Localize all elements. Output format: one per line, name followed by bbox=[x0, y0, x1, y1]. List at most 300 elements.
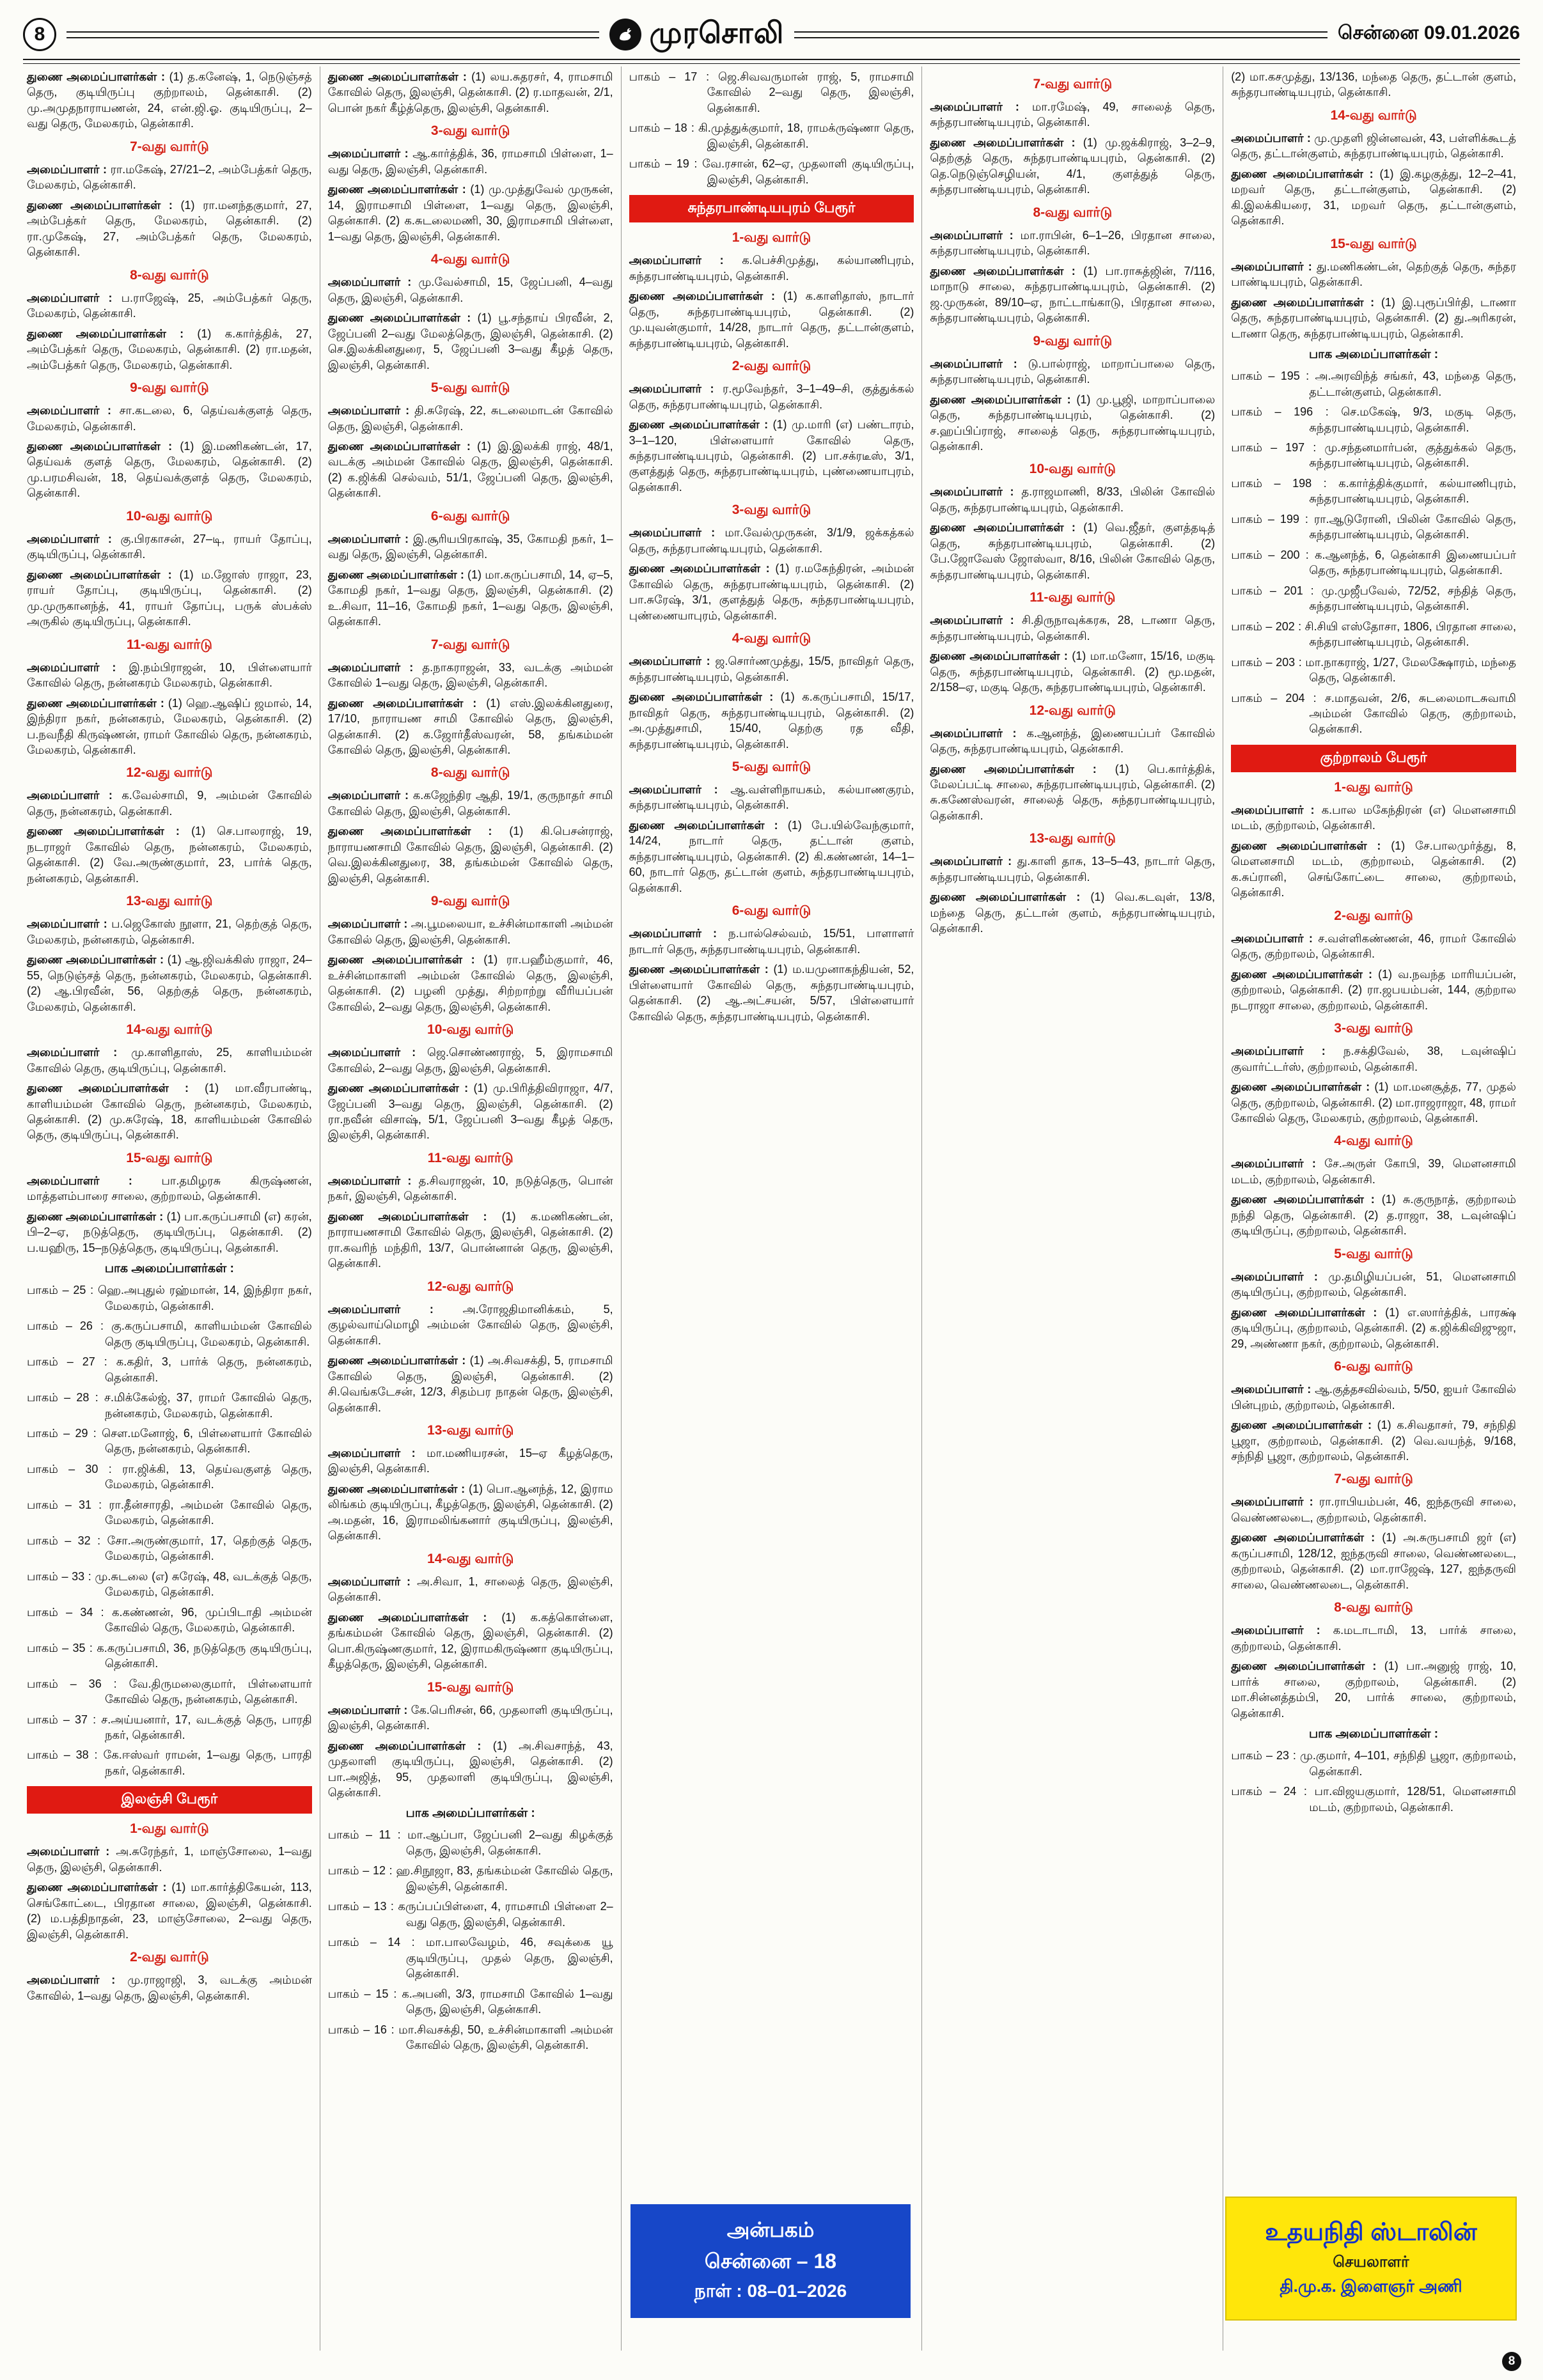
ward-heading: 6-வது வார்டு bbox=[1334, 1359, 1413, 1374]
entry-paragraph: துணை அமைப்பாளர்கள் : (1) மு.மாரி (எ) பண்டாரம், 3–1–120, பிள்ளையார் கோவில் தெரு, சுந்தரபாண்டியபுரம், தென்காசி. (2) பா.சக்ரடீஸ், 3/1, குளத்துத் தெரு, சுந்தரபாண்டியபுரம், புண்ணையாபுரம், தென்காசி. bbox=[629, 418, 914, 494]
ward-heading: 9-வது வார்டு bbox=[430, 894, 510, 909]
header-rule-right bbox=[794, 31, 1327, 38]
entry-paragraph: அமைப்பாளர் : க.ஆனந்த், இணையப்பர் கோவில் தெரு, சுந்தரபாண்டியபுரம், தென்காசி. bbox=[930, 726, 1216, 756]
entry-lead-label: துணை அமைப்பாளர்கள் : bbox=[930, 136, 1083, 149]
part-organisers-heading: பாக அமைப்பாளர்கள் : bbox=[1309, 1727, 1439, 1741]
ward-heading: 8-வது வார்டு bbox=[1334, 1600, 1413, 1615]
ward-heading: 7-வது வார்டு bbox=[430, 637, 510, 652]
entry-paragraph: துணை அமைப்பாளர்கள் : (1) மு.ஜக்கிராஜ், 3–2–9, தெற்குத் தெரு, சுந்தரபாண்டியபுரம், தென்காசி. (2) தெ.நெடுஞ்செழியன், 4/1, குளத்துத் தெரு, சுந்தரபாண்டியபுரம், தென்காசி. bbox=[930, 136, 1216, 196]
ward-heading: 8-வது வார்டு bbox=[430, 765, 510, 781]
part-label: பாகம் – 27 bbox=[27, 1355, 95, 1369]
entry-paragraph: அமைப்பாளர் : மு.ராஜாஜி, 3, வடக்கு அம்மன் கோவில், 1–வது தெரு, இலஞ்சி, தென்காசி. bbox=[27, 1973, 312, 2002]
entry-lead-label: அமைப்பாளர் : bbox=[27, 532, 121, 545]
entry-paragraph: துணை அமைப்பாளர்கள் : (1) மு.முத்துவேல் முருகன், 14, இராமசாமி பிள்ளை, 1–வது தெரு, இலஞ்சி, தென்காசி. (2) க.சுடலைமணி, 30, இராமசாமி பிள்ளை, 1–வது தெரு, இலஞ்சி, தென்காசி. bbox=[327, 183, 613, 243]
anbagam-line-3: நாள் : 08–01–2026 bbox=[694, 2281, 847, 2301]
ward-heading: 4-வது வார்டு bbox=[430, 252, 510, 267]
entry-paragraph: அமைப்பாளர் : ஆ.வள்ளிநாயகம், கல்யாணகுரம், சுந்தரபாண்டியபுரம், தென்காசி. bbox=[629, 783, 914, 812]
part-label: பாகம் – 13 bbox=[327, 1900, 387, 1913]
entry-lead-label: அமைப்பாளர் : bbox=[629, 655, 716, 668]
entry-lead-label: அமைப்பாளர் : bbox=[327, 917, 411, 931]
ward-heading: 9-வது வார்டு bbox=[130, 380, 209, 396]
part-label: பாகம் – 25 bbox=[27, 1284, 86, 1297]
entry-paragraph: துணை அமைப்பாளர்கள் : (1) எ.ஸார்த்திக், பாரக்ஷ் குடியிருப்பு, குற்றாலம், தென்காசி. (2) க.ஜிக்கிவிஜுஜா, 29, அண்ணா நகர், குற்றாலம், தென்காசி. bbox=[1231, 1305, 1516, 1350]
part-label: பாகம் – 38 bbox=[27, 1748, 89, 1762]
entry-paragraph: துணை அமைப்பாளர்கள் : (1) இ.புரூப்பிர்தி, டாணா தெரு, சுந்தரபாண்டியபுரம், தென்காசி. (2) து.அரிகரன், டாணா தெரு, சுந்தரபாண்டியபுரம், தென்காசி. bbox=[1231, 295, 1516, 340]
part-entry: பாகம் – 200 : க.ஆனந்த், 6, தென்காசி இணையப்பர் தெரு, சுந்தரபாண்டியபுரம், தென்காசி. bbox=[1231, 548, 1516, 577]
entry-paragraph: துணை அமைப்பாளர்கள் : (1) க.மணிகண்டன், நாராயணசாமி கோவில் தெரு, இலஞ்சி, தென்காசி. (2) ரா.சுவரிந் மந்திரி, 13/7, பொன்னான் தெரு, இலஞ்சி, தென்காசி. bbox=[327, 1209, 613, 1270]
entry-paragraph: துணை அமைப்பாளர்கள் : (1) வெ.ஜீதர், குளத்தடித் தெரு, சுந்தரபாண்டியபுரம், தென்காசி. (2) பே.ஜோவேஸ் ஜோஸ்வா, 8/16, பிலின் கோவில் தெரு, சுந்தரபாண்டியபுரம், தென்காசி. bbox=[930, 521, 1216, 581]
entry-lead-label: அமைப்பாளர் : bbox=[629, 783, 731, 796]
entry-paragraph: துணை அமைப்பாளர்கள் : (1) த.கனேஷ், 1, நெடுஞ்சத் தெரு, குடியிருப்பு குற்றாலம், தென்காசி. (2) மு.அமுதநாராயணன், 24, என்.ஜி.ஓ. குடியிருப்பு, 2–வது தெரு, மேலகரம், தென்காசி. bbox=[27, 70, 312, 130]
part-entry: பாகம் – 30 : ரா.ஜிக்கி, 13, தெய்வகுளத் தெரு, மேலகரம், தென்காசி. bbox=[27, 1462, 312, 1491]
footer-page-badge: 8 bbox=[1502, 2352, 1521, 2371]
edition-dateline bbox=[1338, 22, 1520, 47]
ward-heading: 15-வது வார்டு bbox=[126, 1150, 213, 1165]
part-entry: பாகம் – 17 : ஜெ.சிவவருமான் ராஜ், 5, ராமசாமி கோவில் 2–வது தெரு, இலஞ்சி, தென்காசி. bbox=[629, 70, 914, 114]
part-label: பாகம் – 200 bbox=[1231, 548, 1300, 561]
entry-paragraph: அமைப்பாளர் : ஜெ.சொண்ணராஜ், 5, இராமசாமி கோவில், 2–வது தெரு, இலஞ்சி, தென்காசி. bbox=[327, 1046, 613, 1075]
entry-paragraph: அமைப்பாளர் : மு.முதளி ஜின்னவன், 43, பள்ளிக்கூடத் தெரு, தட்டான்குளம், சுந்தரபாண்டியபுரம், தென்காசி. bbox=[1231, 131, 1516, 160]
entry-lead-label: துணை அமைப்பாளர்கள் : bbox=[1231, 1531, 1382, 1544]
entry-lead-label: துணை அமைப்பாளர்கள் : bbox=[930, 264, 1084, 277]
entry-lead-label: அமைப்பாளர் : bbox=[327, 1703, 411, 1716]
entry-paragraph: அமைப்பாளர் : டு.பால்ராஜ், மாறாப்பாலை தெரு, சுந்தரபாண்டியபுரம், தென்காசி. bbox=[930, 357, 1216, 386]
part-label: பாகம் – 36 bbox=[27, 1677, 102, 1690]
entry-paragraph: அமைப்பாளர் : ப.ஜெகோஸ் நூளா, 21, தெற்குத் தெரு, மேலகரம், நன்னகரம், தென்காசி. bbox=[27, 917, 312, 946]
entry-paragraph: அமைப்பாளர் : அ.பூமலையா, உச்சின்மாகாளி அம்மன் கோவில் தெரு, இலஞ்சி, தென்காசி. bbox=[327, 917, 613, 946]
news-column bbox=[921, 66, 1223, 2351]
entry-paragraph: அமைப்பாளர் : மு.காளிதாஸ், 25, காளியம்மன் கோவில் தெரு, குடியிருப்பு, தென்காசி. bbox=[27, 1046, 312, 1075]
news-body bbox=[19, 66, 1524, 2351]
ward-heading: 10-வது வார்டு bbox=[1029, 462, 1116, 477]
ward-heading: 9-வது வார்டு bbox=[1033, 333, 1113, 348]
entry-paragraph: துணை அமைப்பாளர்கள் : (1) பூ.சந்தாய் பிரவீன், 2, ஜேப்பனி 2–வது மேலத்தெரு, இலஞ்சி, தென்காசி. (2) செ.இலக்கினதுரை, 5, ஜேப்பனி 3–வது கீழத் தெரு, இலஞ்சி, தென்காசி. bbox=[327, 311, 613, 371]
entry-paragraph: அமைப்பாளர் : த.ராஜமாணி, 8/33, பிலின் கோவில் தெரு, சுந்தரபாண்டியபுரம், தென்காசி. bbox=[930, 485, 1216, 514]
part-entry: பாகம் – 19 : வே.ரசான், 62–ஏ, முதலாளி குடியிருப்பு, இலஞ்சி, தென்காசி. bbox=[629, 157, 914, 186]
ward-heading: 8-வது வார்டு bbox=[130, 267, 209, 283]
ward-heading: 4-வது வார்டு bbox=[1334, 1133, 1413, 1149]
entry-paragraph: அமைப்பாளர் : ரா.மகேஷ், 27/21–2, அம்பேத்கர் தெரு, மேலகரம், தென்காசி. bbox=[27, 162, 312, 192]
part-label: பாகம் – 202 bbox=[1231, 619, 1295, 633]
entry-paragraph: துணை அமைப்பாளர்கள் : (1) வெ.கடவுள், 13/8, மந்தை தெரு, தட்டான் குளம், சுந்தரபாண்டியபுரம், தென்காசி. bbox=[930, 891, 1216, 935]
ward-heading: 4-வது வார்டு bbox=[732, 631, 811, 646]
entry-lead-label: துணை அமைப்பாளர்கள் : bbox=[629, 690, 781, 704]
part-organisers-heading: பாக அமைப்பாளர்கள் : bbox=[1309, 348, 1439, 362]
entry-lead-label: துணை அமைப்பாளர்கள் : bbox=[327, 1209, 502, 1223]
entry-lead-label: துணை அமைப்பாளர்கள் : bbox=[930, 521, 1084, 534]
entry-lead-label: துணை அமைப்பாளர்கள் : bbox=[27, 439, 180, 453]
ward-heading: 2-வது வார்டு bbox=[1334, 908, 1413, 923]
entry-paragraph: துணை அமைப்பாளர்கள் : (1) மா.வீரபாண்டி, காளியம்மன் கோவில் தெரு, நன்னகரம், மேலகரம், தென்காசி. (2) மு.சுரேஷ், 18, காளியம்மன் கோவில் தெரு, குடியிருப்பு, தென்காசி. bbox=[27, 1082, 312, 1142]
entry-paragraph: துணை அமைப்பாளர்கள் : (1) மா.மனோ, 15/16, மகுடி தெரு, சுந்தரபாண்டியபுரம், தென்காசி. (2) மூ.மதன், 2/158–ஏ, மகுடி தெரு, சுந்தரபாண்டியபுரம், தென்காசி. bbox=[930, 649, 1216, 694]
entry-paragraph: துணை அமைப்பாளர்கள் : (1) பா.கருப்பசாமி (எ) கரன், பி–2–ஏ, நடுத்தெரு, குடியிருப்பு, தென்காசி. (2) ப.யஹிரு, 15–நடுத்தெரு, குடியிருப்பு, தென்காசி. bbox=[27, 1209, 312, 1254]
entry-paragraph: துணை அமைப்பாளர்கள் : (1) இ.இலக்கி ராஜ், 48/1, வடக்கு அம்மன் கோவில் தெரு, இலஞ்சி, தென்காசி. (2) க.ஜிக்கி செல்வம், 51/1, ஜேப்பனி தெரு, இலஞ்சி, தென்காசி. bbox=[327, 439, 613, 500]
part-label: பாகம் – 28 bbox=[27, 1391, 90, 1404]
entry-paragraph: துணை அமைப்பாளர்கள் : (1) ஹெ.ஆஷிப் ஜமால், 14, இந்திரா நகர், நன்னகரம், மேலகரம், தென்காசி. (2) ப.நவநீதி கிருஷ்ணன், ராமர் கோவில் தெரு, நன்னகரம், மேலகரம், தென்காசி. bbox=[27, 696, 312, 756]
entry-paragraph: அமைப்பாளர் : மா.ராபின், 6–1–26, பிரதான சாலை, சுந்தரபாண்டியபுரம், தென்காசி. bbox=[930, 228, 1216, 258]
entry-lead-label: அமைப்பாளர் : bbox=[327, 147, 413, 160]
entry-lead-label: துணை அமைப்பாளர்கள் : bbox=[327, 568, 468, 581]
news-column bbox=[1223, 66, 1524, 2351]
ward-heading: 15-வது வார்டு bbox=[1330, 236, 1417, 251]
part-entry: பாகம் – 195 : அ.அரவிந்த் சங்கர், 43, மந்தை தெரு, தட்டான்குளம், தென்காசி. bbox=[1231, 369, 1516, 398]
entry-lead-label: துணை அமைப்பாளர்கள் : bbox=[327, 1739, 493, 1752]
part-label: பாகம் – 18 bbox=[629, 121, 687, 135]
entry-paragraph: அமைப்பாளர் : ச.வள்ளிகண்ணன், 46, ராமர் கோவில் தெரு, குற்றாலம், தென்காசி. bbox=[1231, 931, 1516, 961]
entry-lead-label: அமைப்பாளர் : bbox=[327, 660, 423, 674]
ward-heading: 13-வது வார்டு bbox=[1029, 831, 1116, 846]
part-entry: பாகம் – 35 : க.கருப்பசாமி, 36, நடுத்தெரு குடியிருப்பு, தென்காசி. bbox=[27, 1641, 312, 1670]
entry-paragraph: அமைப்பாளர் : க.மடாடாமி, 13, பார்க் சாலை, குற்றாலம், தென்காசி. bbox=[1231, 1624, 1516, 1653]
entry-paragraph: துணை அமைப்பாளர்கள் : (1) மா.கார்த்திகேயன், 113, செங்கோட்டை, பிரதான சாலை, இலஞ்சி, தென்காசி. (2) ம.பத்திநாதன், 23, மாஞ்சோலை, 2–வது தெரு, இலஞ்சி, தென்காசி. bbox=[27, 1881, 312, 1941]
entry-paragraph: துணை அமைப்பாளர்கள் : (1) ம.யமுனாகந்தியன், 52, பிள்ளையார் கோவில் தெரு, சுந்தரபாண்டியபுரம், தென்காசி. (2) ஆ.அட்சயன், 5/57, பிள்ளையார் கோவில் தெரு, சுந்தரபாண்டியபுரம், தென்காசி. bbox=[629, 963, 914, 1023]
entry-lead-label: அமைப்பாளர் : bbox=[1231, 1045, 1343, 1058]
part-entry: பாகம் – 33 : மு.சுடலை (எ) சுரேஷ், 48, வடக்குத் தெரு, மேலகரம், தென்காசி. bbox=[27, 1569, 312, 1599]
ward-heading: 1-வது வார்டு bbox=[1334, 779, 1413, 795]
entry-lead-label: அமைப்பாளர் : bbox=[327, 1575, 417, 1588]
entry-lead-label: துணை அமைப்பாளர்கள் : bbox=[327, 696, 487, 710]
entry-paragraph: துணை அமைப்பாளர்கள் : (1) லய.சுதரசர், 4, ராமசாமி கோவில் தெரு, இலஞ்சி, தென்காசி. (2) ர.மாதவன், 2/1, பொன் நகர் கீழ்த்தெரு, இலஞ்சி, தென்காசி. bbox=[327, 70, 613, 114]
entry-lead-label: துணை அமைப்பாளர்கள் : bbox=[1231, 1080, 1375, 1094]
part-entry: பாகம் – 29 : சௌ.மனோஜ், 6, பிள்ளையார் கோவில் தெரு, நன்னகரம், தென்காசி. bbox=[27, 1427, 312, 1456]
entry-lead-label: அமைப்பாளர் : bbox=[27, 291, 121, 304]
ward-heading: 5-வது வார்டு bbox=[732, 759, 811, 774]
entry-paragraph: துணை அமைப்பாளர்கள் : (1) பா.அனுஜ் ராஜ், 10, பார்க் சாலை, குற்றாலம், தென்காசி. (2) மா.சின்னத்தம்பி, 20, பார்க் சாலை, குற்றாலம், தென்காசி. bbox=[1231, 1660, 1516, 1720]
part-entry: பாகம் – 37 : ச.அய்யனார், 17, வடக்குத் தெரு, பாரதி நகர், தென்காசி. bbox=[27, 1713, 312, 1741]
entry-lead-label: அமைப்பாளர் : bbox=[327, 1447, 427, 1459]
part-label: பாகம் – 31 bbox=[27, 1498, 92, 1511]
part-entry: பாகம் – 26 : கு.கருப்பசாமி, காளியம்மன் கோவில் தெரு குடியிருப்பு, மேலகரம், தென்காசி. bbox=[27, 1319, 312, 1348]
entry-lead-label: அமைப்பாளர் : bbox=[27, 789, 122, 802]
part-label: பாகம் – 197 bbox=[1231, 440, 1305, 454]
part-entry: பாகம் – 32 : சோ.அருண்குமார், 17, தெற்குத் தெரு, மேலகரம், தென்காசி. bbox=[27, 1534, 312, 1563]
part-entry: பாகம் – 24 : பா.விஜயகுமார், 128/51, மௌனசாமி மடம், குற்றாலம், தென்காசி. bbox=[1231, 1785, 1516, 1814]
entry-paragraph: அமைப்பாளர் : சே.அருள் கோபி, 39, மௌனசாமி மடம், குற்றாலம், தென்காசி. bbox=[1231, 1157, 1516, 1186]
entry-paragraph: அமைப்பாளர் : சி.திருநாவுக்கரசு, 28, டாணா தெரு, சுந்தரபாண்டியபுரம், தென்காசி. bbox=[930, 614, 1216, 642]
part-entry: பாகம் – 18 : கி.முத்துக்குமார், 18, ராமக்ருஷ்ணா தெரு, இலஞ்சி, தென்காசி. bbox=[629, 121, 914, 150]
entry-paragraph: அமைப்பாளர் : சா.கடலை, 6, தெய்வக்குளத் தெரு, மேலகரம், தென்காசி. bbox=[27, 404, 312, 433]
entry-paragraph: துணை அமைப்பாளர்கள் : (1) அ.சிவசாந்த், 43, முதலாளி குடியிருப்பு, இலஞ்சி, தென்காசி. (2) பா.அஜித், 95, முதலாளி குடியிருப்பு, இலஞ்சி, தென்காசி. bbox=[327, 1739, 613, 1799]
entry-paragraph: துணை அமைப்பாளர்கள் : (1) பெ.கார்த்திக், மேலப்பட்டி சாலை, சுந்தரபாண்டியபுரம், தென்காசி. (2) சு.கணேஸ்வரன், சாலைத் தெரு, சுந்தரபாண்டியபுரம், தென்காசி. bbox=[930, 762, 1216, 822]
entry-lead-label: அமைப்பாளர் : bbox=[629, 526, 725, 540]
entry-lead-label: அமைப்பாளர் : bbox=[1231, 1270, 1329, 1283]
part-entry: பாகம் – 16 : மா.சிவசக்தி, 50, உச்சின்மாகாளி அம்மன் கோவில் தெரு, இலஞ்சி, தென்காசி. bbox=[327, 2023, 613, 2052]
ward-heading: 6-வது வார்டு bbox=[732, 903, 811, 919]
entry-paragraph: அமைப்பாளர் : க.பால மகேந்திரன் (எ) மௌனசாமி மடம், குற்றாலம், தென்காசி. bbox=[1231, 803, 1516, 832]
entry-paragraph: துணை அமைப்பாளர்கள் : (1) மா.கருப்பசாமி, 14, ஏ–5, கோமதி நகர், 1–வது தெரு, இலஞ்சி, தென்காசி. (2) உ.சிவா, 11–16, கோமதி நகர், 1–வது தெரு, இலஞ்சி, தென்காசி. bbox=[327, 568, 613, 628]
entry-lead-label: அமைப்பாளர் : bbox=[327, 1174, 419, 1187]
entry-lead-label: அமைப்பாளர் : bbox=[1231, 1624, 1333, 1637]
entry-paragraph: அமைப்பாளர் : பா.தமிழரசு கிருஷ்ணன், மாத்தளம்பாரை சாலை, குற்றாலம், தென்காசி. bbox=[27, 1174, 312, 1203]
entry-lead-label: துணை அமைப்பாளர்கள் : bbox=[27, 1209, 167, 1223]
part-entry: பாகம் – 196 : செ.மகேஷ், 9/3, மகுடி தெரு, சுந்தரபாண்டியபுரம், தென்காசி. bbox=[1231, 405, 1516, 434]
entry-lead-label: துணை அமைப்பாளர்கள் : bbox=[1231, 1305, 1386, 1319]
part-label: பாகம் – 15 bbox=[327, 1987, 389, 2000]
entry-lead-label: துணை அமைப்பாளர்கள் : bbox=[1231, 967, 1379, 981]
ward-heading: 5-வது வார்டு bbox=[430, 380, 510, 396]
part-entry: பாகம் – 23 : மு.குமார், 4–101, சந்நிதி பூஜா, குற்றாலம், தென்காசி. bbox=[1231, 1749, 1516, 1778]
part-entry: பாகம் – 204 : ச.மாதவன், 2/6, சுடலைமாடசுவாமி அம்மன் கோவில் தெரு, குற்றாலம், தென்காசி. bbox=[1231, 691, 1516, 736]
part-label: பாகம் – 17 bbox=[629, 70, 698, 83]
entry-lead-label: அமைப்பாளர் : bbox=[27, 404, 120, 417]
entry-lead-label: அமைப்பாளர் : bbox=[327, 1302, 463, 1316]
entry-lead-label: அமைப்பாளர் : bbox=[930, 485, 1022, 499]
leader-name: உதயநிதி ஸ்டாலின் bbox=[1265, 2219, 1477, 2246]
ward-heading: 6-வது வார்டு bbox=[430, 508, 510, 524]
entry-lead-label: துணை அமைப்பாளர்கள் : bbox=[1231, 295, 1381, 309]
entry-lead-label: அமைப்பாளர் : bbox=[327, 404, 415, 417]
entry-lead-label: அமைப்பாளர் : bbox=[27, 162, 111, 176]
entry-lead-label: துணை அமைப்பாளர்கள் : bbox=[327, 953, 484, 967]
section-banner: இலஞ்சி பேரூர் bbox=[27, 1786, 312, 1814]
part-label: பாகம் – 204 bbox=[1231, 691, 1305, 704]
part-entry: பாகம் – 28 : ச.மிக்கேல்ஜ், 37, ராமர் கோவில் தெரு, நன்னகரம், மேலகரம், தென்காசி. bbox=[27, 1391, 312, 1420]
part-entry: பாகம் – 197 : மு.சந்தனமார்பன், குத்துக்கல் தெரு, சுந்தரபாண்டியபுரம், தென்காசி. bbox=[1231, 440, 1516, 470]
entry-paragraph: துணை அமைப்பாளர்கள் : (1) எஸ்.இலக்கினதுரை, 17/10, நாராயண சாமி கோவில் தெரு, இலஞ்சி, தென்காசி. (2) க.ஜோர்தீஸ்வரன், 58, தங்கம்மன் கோவில் தெரு, இலஞ்சி, தென்காசி. bbox=[327, 696, 613, 756]
entry-lead-label: அமைப்பாளர் : bbox=[1231, 1157, 1325, 1171]
ward-heading: 11-வது வார்டு bbox=[427, 1150, 513, 1165]
entry-paragraph: துணை அமைப்பாளர்கள் : (1) அ.சிவசக்தி, 5, ராமசாமி கோவில் தெரு, இலஞ்சி, தென்காசி. (2) சி.வெங்கடேசன், 12/3, சிதம்பர நாதன் தெரு, இலஞ்சி, தென்காசி. bbox=[327, 1354, 613, 1414]
entry-paragraph: அமைப்பாளர் : க.பெச்சிமுத்து, கல்யாணிபுரம், சுந்தரபாண்டியபுரம், தென்காசி. bbox=[629, 254, 914, 283]
entry-lead-label: துணை அமைப்பாளர்கள் : bbox=[930, 649, 1072, 663]
entry-paragraph: துணை அமைப்பாளர்கள் : (1) அ.சுருபசாமி ஜர் (எ) கருப்பசாமி, 128/12, ஐந்தருவி சாலை, வெண்ணலடை, குற்றாலம், தென்காசி. (2) மா.ராஜேஷ், 127, ஐந்தருவி சாலை, வெண்ணலடை, தென்காசி. bbox=[1231, 1531, 1516, 1591]
part-entry: பாகம் – 31 : ரா.தீன்சாரதி, அம்மன் கோவில் தெரு, மேலகரம், தென்காசி. bbox=[27, 1498, 312, 1527]
ward-heading: 3-வது வார்டு bbox=[1334, 1021, 1413, 1036]
entry-lead-label: அமைப்பாளர் : bbox=[27, 1174, 162, 1187]
entry-paragraph: அமைப்பாளர் : ஆ.குத்தசவில்வம், 5/50, ஐயர் கோவில் பின்புறம், குற்றாலம், தென்காசி. bbox=[1231, 1383, 1516, 1412]
entry-lead-label: துணை அமைப்பாளர்கள் : bbox=[1231, 1660, 1384, 1673]
entry-lead-label: அமைப்பாளர் : bbox=[930, 614, 1022, 627]
part-label: பாகம் – 198 bbox=[1231, 476, 1312, 490]
entry-paragraph: அமைப்பாளர் : அ.ரோஜதிமானிக்கம், 5, குழல்வாய்மொழி அம்மன் கோவில் தெரு, இலஞ்சி, தென்காசி. bbox=[327, 1302, 613, 1347]
part-entry: பாகம் – 198 : க.கார்த்திக்குமார், கல்யாணிபுரம், சுந்தரபாண்டியபுரம், தென்காசி. bbox=[1231, 476, 1516, 506]
entry-lead-label: துணை அமைப்பாளர்கள் : bbox=[327, 311, 478, 325]
entry-lead-label: அமைப்பாளர் : bbox=[629, 254, 742, 267]
part-label: பாகம் – 195 bbox=[1231, 369, 1300, 383]
entry-paragraph: துணை அமைப்பாளர்கள் : (1) இ.கழகுத்து, 12–2–41, மறவர் தெரு, தட்டான்குளம், தென்காசி. (2) கி.இலக்கியரை, 31, மறவர் தெரு, தட்டான்குளம், தென்காசி. bbox=[1231, 167, 1516, 228]
entry-lead-label: அமைப்பாளர் : bbox=[27, 917, 112, 931]
entry-paragraph: துணை அமைப்பாளர்கள் : (1) மு.பிரித்திவிராஜா, 4/7, ஜேப்பனி 3–வது தெரு, இலஞ்சி, தென்காசி. (2) ரா.நவீன் விசாஷ், 5/1, ஜேப்பனி 3–வது கீழத் தெரு, இலஞ்சி, தென்காசி. bbox=[327, 1082, 613, 1142]
entry-paragraph: அமைப்பாளர் : து.மணிகண்டன், தெற்குத் தெரு, சுந்தர பாண்டியபுரம், தென்காசி. bbox=[1231, 260, 1516, 289]
part-entry: பாகம் – 25 : ஹெ.அபுதுல் ரஹ்மான், 14, இந்திரா நகர், மேலகரம், தென்காசி. bbox=[27, 1284, 312, 1312]
part-label: பாகம் – 26 bbox=[27, 1319, 93, 1333]
masthead bbox=[609, 15, 784, 54]
part-label: பாகம் – 33 bbox=[27, 1569, 85, 1583]
entry-paragraph: துணை அமைப்பாளர்கள் : (1) ஆ.ஜிவக்கிஸ் ராஜா, 24–55, நெடுஞ்சத் தெரு, நன்னகரம், மேலகரம், தென்காசி. (2) ஆ.பிரவீன், 56, தெற்குத் தெரு, நன்னகரம், மேலகரம், தென்காசி. bbox=[27, 953, 312, 1013]
entry-lead-label: துணை அமைப்பாளர்கள் : bbox=[327, 1354, 470, 1367]
entry-paragraph: துணை அமைப்பாளர்கள் : (1) மா.மனசூத்த, 77, முதல் தெரு, குற்றாலம், தென்காசி. (2) மா.ராஜராஜா, 48, ராமர் கோவில் தெரு, மேலகரம், குற்றாலம், தென்காசி. bbox=[1231, 1080, 1516, 1124]
entry-paragraph: துணை அமைப்பாளர்கள் : (1) க.கார்த்திக், 27, அம்பேத்கர் தெரு, மேலகரம், தென்காசி. (2) ரா.மதன், அம்பேத்கர் தெரு, மேலகரம், தென்காசி. bbox=[27, 327, 312, 371]
part-entry: பாகம் – 36 : வே.திருமலைகுமார், பிள்ளையார் கோவில் தெரு, நன்னகரம், தென்காசி. bbox=[27, 1677, 312, 1706]
part-entry: பாகம் – 11 : மா.ஆப்பா, ஜேப்பனி 2–வது கிழக்குத் தெரு, இலஞ்சி, தென்காசி. bbox=[327, 1828, 613, 1857]
ward-heading: 11-வது வார்டு bbox=[1030, 590, 1116, 605]
part-label: பாகம் – 37 bbox=[27, 1713, 88, 1726]
ward-heading: 7-வது வார்டு bbox=[1334, 1472, 1413, 1487]
entry-lead-label: அமைப்பாளர் : bbox=[930, 855, 1017, 868]
entry-lead-label: துணை அமைப்பாளர்கள் : bbox=[1231, 1193, 1382, 1206]
entry-lead-label: அமைப்பாளர் : bbox=[1231, 260, 1317, 273]
ward-heading: 14-வது வார்டு bbox=[1330, 107, 1417, 123]
masthead-title: முரசொலி bbox=[649, 15, 785, 49]
ward-heading: 12-வது வார்டு bbox=[427, 1279, 514, 1294]
entry-lead-label: துணை அமைப்பாளர்கள் : bbox=[327, 1610, 502, 1624]
entry-lead-label: துணை அமைப்பாளர்கள் : bbox=[27, 953, 168, 967]
part-label: பாகம் – 32 bbox=[27, 1534, 91, 1547]
entry-lead-label: துணை அமைப்பாளர்கள் : bbox=[629, 418, 773, 432]
entry-lead-label: துணை அமைப்பாளர்கள் : bbox=[1231, 1419, 1377, 1432]
entry-paragraph: அமைப்பாளர் : மா.மணியரசன், 15–ஏ கீழத்தெரு, இலஞ்சி, தென்காசி. bbox=[327, 1447, 613, 1475]
entry-paragraph: துணை அமைப்பாளர்கள் : (1) மு.பூஜி, மாறாப்பாலை தெரு, சுந்தரபாண்டியபுரம், தென்காசி. (2) ச.ஹப்பிப்ராஜ், சாலைத் தெரு, சுந்தரபாண்டியபுரம், தென்காசி. bbox=[930, 393, 1216, 453]
entry-lead-label: அமைப்பாளர் : bbox=[27, 1845, 116, 1858]
header-rule-left bbox=[67, 31, 599, 38]
part-label: பாகம் – 16 bbox=[327, 2023, 387, 2036]
ward-heading: 2-வது வார்டு bbox=[732, 359, 811, 374]
part-entry: பாகம் – 15 : க.அபனி, 3/3, ராமசாமி கோவில் 1–வது தெரு, இலஞ்சி, தென்காசி. bbox=[327, 1987, 613, 2016]
ward-heading: 7-வது வார்டு bbox=[1033, 77, 1113, 91]
entry-lead-label: அமைப்பாளர் : bbox=[629, 382, 723, 396]
ward-heading: 3-வது வார்டு bbox=[732, 502, 811, 518]
entry-lead-label: துணை அமைப்பாளர்கள் : bbox=[327, 70, 472, 83]
entry-paragraph: அமைப்பாளர் : ரா.ராபியம்பன், 46, ஐந்தருவி சாலை, வெண்ணலடை, குற்றாலம், தென்காசி. bbox=[1231, 1495, 1516, 1524]
ward-heading: 7-வது வார்டு bbox=[130, 139, 209, 154]
entry-lead-label: அமைப்பாளர் : bbox=[27, 1046, 132, 1059]
continuation-paragraph: (2) மா.கசமுத்து, 13/136, மந்தை தெரு, தட்டான் குளம், சுந்தரபாண்டியபுரம், தென்காசி. bbox=[1231, 70, 1516, 99]
part-entry: பாகம் – 202 : சி.சியி எஸ்தோசா, 1806, பிரதான சாலை, சுந்தரபாண்டியபுரம், தென்காசி. bbox=[1231, 619, 1516, 649]
part-label: பாகம் – 201 bbox=[1231, 584, 1303, 597]
leader-signature-box bbox=[1225, 2197, 1517, 2321]
part-label: பாகம் – 12 bbox=[327, 1864, 386, 1878]
entry-lead-label: துணை அமைப்பாளர்கள் : bbox=[629, 290, 783, 303]
header-divider bbox=[23, 59, 1520, 64]
leader-role: செயலாளர் bbox=[1333, 2253, 1409, 2271]
part-entry: பாகம் – 201 : மு.முஜீபவேல், 72/52, சந்தித் தெரு, சுந்தரபாண்டியபுரம், தென்காசி. bbox=[1231, 584, 1516, 613]
part-label: பாகம் – 29 bbox=[27, 1427, 88, 1440]
ward-heading: 1-வது வார்டு bbox=[130, 1821, 209, 1837]
entry-paragraph: அமைப்பாளர் : ந.பால்செல்வம், 15/51, பாளாளர் நாடார் தெரு, சுந்தரபாண்டியபுரம், தென்காசி. bbox=[629, 927, 914, 956]
entry-lead-label: துணை அமைப்பாளர்கள் : bbox=[327, 439, 478, 453]
ward-heading: 14-வது வார்டு bbox=[427, 1551, 514, 1566]
page-header bbox=[23, 17, 1520, 52]
entry-lead-label: துணை அமைப்பாளர்கள் : bbox=[629, 963, 774, 976]
entry-paragraph: அமைப்பாளர் : க.வேல்சாமி, 9, அம்மன் கோவில் தெரு, நன்னகரம், தென்காசி. bbox=[27, 789, 312, 818]
entry-paragraph: அமைப்பாளர் : த.நாகராஜன், 33, வடக்கு அம்மன் கோவில் 1–வது தெரு, இலஞ்சி, தென்காசி. bbox=[327, 660, 613, 690]
part-label: பாகம் – 19 bbox=[629, 157, 689, 171]
entry-paragraph: அமைப்பாளர் : மா.வேல்முருகன், 3/1/9, ஜக்கத்கல் தெரு, சுந்தரபாண்டியபுரம், தென்காசி. bbox=[629, 526, 914, 555]
entry-lead-label: துணை அமைப்பாளர்கள் : bbox=[629, 562, 776, 575]
entry-lead-label: துணை அமைப்பாளர்கள் : bbox=[327, 1082, 474, 1095]
entry-paragraph: துணை அமைப்பாளர்கள் : (1) சே.பாலமுர்த்து, 8, மௌனசாமி மடம், குற்றாலம், தென்காசி. (2) க.சுப்ரானி, செங்கோட்டை சாலை, குற்றாலம், தென்காசி. bbox=[1231, 839, 1516, 899]
ward-heading: 12-வது வார்டு bbox=[126, 765, 213, 781]
ward-heading: 15-வது வார்டு bbox=[427, 1679, 514, 1695]
entry-paragraph: அமைப்பாளர் : த.சிவராஜன், 10, நடுத்தெரு, பொன் நகர், இலஞ்சி, தென்காசி. bbox=[327, 1174, 613, 1203]
entry-lead-label: அமைப்பாளர் : bbox=[1231, 931, 1319, 945]
ward-heading: 3-வது வார்டு bbox=[430, 123, 510, 139]
entry-paragraph: துணை அமைப்பாளர்கள் : (1) கி.பெசன்ராஜ், நாராயணசாமி கோவில் தெரு, இலஞ்சி, தென்காசி. (2) வெ.இலக்கினதுரை, 38, தங்கம்மன் கோவில் தெரு, இலஞ்சி, தென்காசி. bbox=[327, 825, 613, 885]
section-banner: குற்றாலம் பேரூர் bbox=[1231, 745, 1516, 772]
entry-lead-label: அமைப்பாளர் : bbox=[930, 100, 1032, 113]
part-entry: பாகம் – 38 : கே.ஈஸ்வர் ராமன், 1–வது தெரு, பாரதி நகர், தென்காசி. bbox=[27, 1748, 312, 1777]
entry-paragraph: அமைப்பாளர் : ஜ.சொர்ணமுத்து, 15/5, நாவிதர் தெரு, சுந்தரபாண்டியபுரம், தென்காசி. bbox=[629, 655, 914, 683]
ward-heading: 11-வது வார்டு bbox=[126, 637, 212, 652]
entry-lead-label: அமைப்பாளர் : bbox=[930, 228, 1021, 242]
leader-organisation: தி.மு.க. இளைஞர் அணி bbox=[1280, 2276, 1462, 2296]
ward-heading: 5-வது வார்டு bbox=[1334, 1246, 1413, 1261]
entry-paragraph: அமைப்பாளர் : அ.சுரேந்தர், 1, மாஞ்சோலை, 1–வது தெரு, இலஞ்சி, தென்காசி. bbox=[27, 1845, 312, 1874]
part-label: பாகம் – 199 bbox=[1231, 512, 1299, 525]
anbagam-line-1: அன்பகம் bbox=[726, 2218, 815, 2241]
entry-paragraph: துணை அமைப்பாளர்கள் : (1) க.கத்கொள்ளை, தங்கம்மன் கோவில் தெரு, இலஞ்சி, தென்காசி. (2) பொ.கிருஷ்ணகுமார், 12, இராமகிருஷ்ணா குடியிருப்பு, கீழத்தெரு, இலஞ்சி, தென்காசி. bbox=[327, 1610, 613, 1671]
entry-lead-label: துணை அமைப்பாளர்கள் : bbox=[930, 393, 1077, 406]
ward-heading: 8-வது வார்டு bbox=[1033, 205, 1113, 220]
ward-heading: 12-வது வார்டு bbox=[1029, 703, 1116, 718]
part-entry: பாகம் – 14 : மா.பாலவேழம், 46, சவுக்கை யூ குடியிருப்பு, முதல் தெரு, இலஞ்சி, தென்காசி. bbox=[327, 1936, 613, 1980]
part-label: பாகம் – 14 bbox=[327, 1936, 401, 1949]
entry-lead-label: துணை அமைப்பாளர்கள் : bbox=[27, 568, 180, 581]
entry-lead-label: அமைப்பாளர் : bbox=[629, 927, 729, 940]
entry-paragraph: துணை அமைப்பாளர்கள் : (1) சு.குருநாத், குற்றாலம் நந்தி தெரு, தென்காசி. (2) த.ராஜா, 38, டவுன்ஷிப் குடியிருப்பு, குற்றாலம், தென்காசி. bbox=[1231, 1193, 1516, 1238]
part-label: பாகம் – 35 bbox=[27, 1641, 86, 1654]
entry-lead-label: துணை அமைப்பாளர்கள் : bbox=[1231, 167, 1380, 180]
part-entry: பாகம் – 203 : மா.நாகராஜ், 1/27, மேலக்ஷோரம், மந்தை தெரு, தென்காசி. bbox=[1231, 655, 1516, 685]
part-entry: பாகம் – 12 : ஹ.சிநூஜா, 83, தங்கம்மன் கோவில் தெரு, இலஞ்சி, தென்காசி. bbox=[327, 1864, 613, 1893]
anbagam-line-2: சென்னை – 18 bbox=[704, 2250, 837, 2273]
entry-lead-label: துணை அமைப்பாளர்கள் : bbox=[629, 818, 788, 832]
entry-lead-label: அமைப்பாளர் : bbox=[1231, 131, 1315, 144]
entry-paragraph: துணை அமைப்பாளர்கள் : (1) பா.ராசுத்ஜின், 7/116, மாநாடு சாலை, சுந்தரபாண்டியபுரம், தென்காசி. (2) ஜ.முருகன், 89/10–ஏ, நாட்டாங்காடு, பிரதான சாலை, சுந்தரபாண்டியபுரம், தென்காசி. bbox=[930, 264, 1216, 325]
entry-paragraph: துணை அமைப்பாளர்கள் : (1) க.சிவதாசர், 79, சந்நிதி பூஜா, குற்றாலம், தென்காசி. (2) வெ.வயந்த், 9/168, சந்நிதி பூஜா, குற்றாலம், தென்காசி. bbox=[1231, 1419, 1516, 1463]
entry-lead-label: அமைப்பாளர் : bbox=[327, 532, 413, 545]
entry-lead-label: துணை அமைப்பாளர்கள் : bbox=[327, 183, 471, 196]
entry-lead-label: அமைப்பாளர் : bbox=[930, 726, 1027, 740]
entry-paragraph: அமைப்பாளர் : தி.சுரேஷ், 22, சுடலைமாடன் கோவில் தெரு, இலஞ்சி, தென்காசி. bbox=[327, 404, 613, 433]
anbagam-notice-box bbox=[631, 2204, 911, 2318]
entry-paragraph: அமைப்பாளர் : இ.சூரியபிரகாஷ், 35, கோமதி நகர், 1–வது தெரு, இலஞ்சி, தென்காசி. bbox=[327, 532, 613, 561]
entry-lead-label: அமைப்பாளர் : bbox=[1231, 803, 1322, 816]
entry-lead-label: துணை அமைப்பாளர்கள் : bbox=[1231, 839, 1391, 852]
part-label: பாகம் – 23 bbox=[1231, 1749, 1289, 1762]
entry-paragraph: துணை அமைப்பாளர்கள் : (1) பொ.ஆனந்த், 12, இராம லிங்கம் குடியிருப்பு, கீழத்தெரு, இலஞ்சி, தென்காசி. (2) அ.மதன், 16, இராமலிங்கனார் குடியிருப்பு, இலஞ்சி, தென்காசி. bbox=[327, 1482, 613, 1543]
entry-paragraph: துணை அமைப்பாளர்கள் : (1) க.காளிதாஸ், நாடார் தெரு, சுந்தரபாண்டியபுரம், தென்காசி. (2) மு.யுவன்குமார், 14/28, நாடார் தெரு, தட்டான்குளம், சுந்தரபாண்டியபுரம், தென்காசி. bbox=[629, 290, 914, 350]
entry-lead-label: அமைப்பாளர் : bbox=[1231, 1495, 1319, 1509]
entry-lead-label: துணை அமைப்பாளர்கள் : bbox=[27, 1881, 172, 1894]
news-column bbox=[621, 66, 922, 2351]
entry-paragraph: துணை அமைப்பாளர்கள் : (1) பே.யில்வேந்குமார், 14/24, நாடார் தெரு, தட்டான் குளம், சுந்தரபாண்டியபுரம், தென்காசி. (2) கி.கண்ணன், 14–1–60, நாடார் தெரு, தட்டான் குளம், சுந்தரபாண்டியபுரம், தென்காசி. bbox=[629, 818, 914, 894]
part-entry: பாகம் – 27 : க.கதிர், 3, பார்க் தெரு, நன்னகரம், தென்காசி. bbox=[27, 1355, 312, 1384]
entry-lead-label: அமைப்பாளர் : bbox=[327, 276, 419, 289]
entry-lead-label: துணை அமைப்பாளர்கள் : bbox=[930, 891, 1091, 904]
entry-paragraph: அமைப்பாளர் : இ.நம்பிராஜன், 10, பிள்ளையார் கோவில் தெரு, நன்னகரம் மேலகரம், தென்காசி. bbox=[27, 660, 312, 690]
entry-paragraph: துணை அமைப்பாளர்கள் : (1) இ.மணிகண்டன், 17, தெய்வக் குளத் தெரு, மேலகரம், தென்காசி. (2) மு.பரமசிவன், 18, தெய்வக்குளத் தெரு, மேலகரம், தென்காசி. bbox=[27, 439, 312, 500]
ward-heading: 1-வது வார்டு bbox=[732, 230, 811, 245]
entry-paragraph: துணை அமைப்பாளர்கள் : (1) ரா.பஹீம்குமார், 46, உச்சின்மாகாளி அம்மன் கோவில் தெரு, இலஞ்சி, தென்காசி. (2) பழனி முத்து, சிற்றாற்று வீரியப்பன் கோவில், 2–வது தெரு, இலஞ்சி, தென்காசி. bbox=[327, 953, 613, 1013]
entry-paragraph: அமைப்பாளர் : ந.சக்திவேல், 38, டவுன்ஷிப் குவார்ட்டர்ஸ், குற்றாலம், தென்காசி. bbox=[1231, 1045, 1516, 1073]
ward-heading: 13-வது வார்டு bbox=[427, 1423, 514, 1438]
entry-lead-label: அமைப்பாளர் : bbox=[327, 1046, 428, 1059]
entry-lead-label: துணை அமைப்பாளர்கள் : bbox=[327, 1482, 469, 1495]
entry-lead-label: துணை அமைப்பாளர்கள் : bbox=[27, 1082, 205, 1095]
section-banner: சுந்தரபாண்டியபுரம் பேரூர் bbox=[629, 195, 914, 222]
entry-paragraph: அமைப்பாளர் : து.காளி தாசு, 13–5–43, நாடார் தெரு, சுந்தரபாண்டியபுரம், தென்காசி. bbox=[930, 855, 1216, 883]
part-organisers-heading: பாக அமைப்பாளர்கள் : bbox=[405, 1807, 535, 1821]
news-column bbox=[320, 66, 621, 2351]
entry-paragraph: அமைப்பாளர் : ர.மூவேந்தர், 3–1–49–சி, குத்துக்கல் தெரு, சுந்தரபாண்டியபுரம், தென்காசி. bbox=[629, 382, 914, 411]
ward-heading: 10-வது வார்டு bbox=[427, 1022, 514, 1038]
entry-lead-label: அமைப்பாளர் : bbox=[1231, 1383, 1315, 1396]
entry-paragraph: அமைப்பாளர் : க.கஜேந்திர ஆதி, 19/1, குருநாதர் சாமி கோவில் தெரு, இலஞ்சி, தென்காசி. bbox=[327, 789, 613, 818]
part-label: பாகம் – 30 bbox=[27, 1462, 98, 1475]
entry-lead-label: அமைப்பாளர் : bbox=[930, 357, 1028, 370]
entry-paragraph: அமைப்பாளர் : அ.சிவா, 1, சாலைத் தெரு, இலஞ்சி, தென்காசி. bbox=[327, 1575, 613, 1604]
